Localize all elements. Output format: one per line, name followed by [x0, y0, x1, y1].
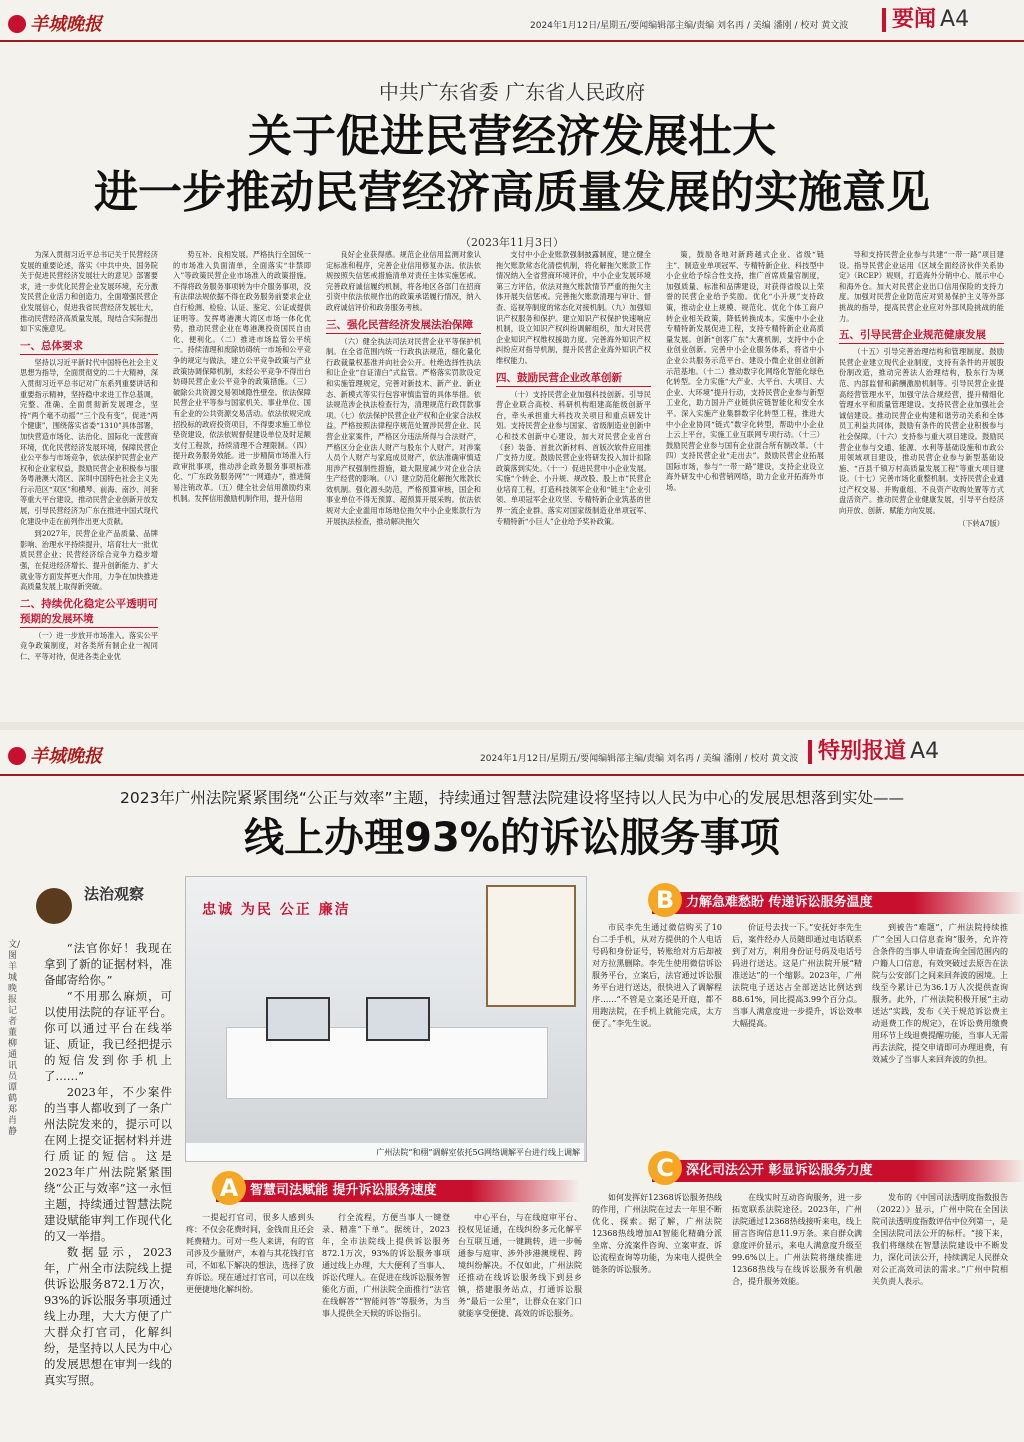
logo-mark-icon — [8, 747, 26, 765]
paragraph: 中心平台，与在线庭审平台、投权见证通，在线纠纷多元化解平台互联互通，一键跳转，进一步畅通参与庭审、涉外涉港澳规程、跨境纠纷解决。不仅如此，广州法院还推动在线诉讼服务线下到县乡镇，搭建服务站点，打通诉讼服务“最后一公里”，让群众在家门口就能享受便捷、高效的诉讼服务。 — [458, 1213, 582, 1318]
newspaper-logo-2 — [8, 742, 102, 768]
photo-wall-slogan: 忠诚 为民 公正 廉洁 — [202, 902, 351, 918]
c-column-3 — [872, 1192, 1008, 1427]
top-column-4 — [496, 250, 651, 710]
quote-paragraph: “法官你好！我现在拿到了新的证据材料，准备邮寄给你。” — [44, 941, 172, 987]
paragraph: 行全流程，方便当事人一键登录、精准“下单”。据统计，2023年，全市法院线上提供诉讼服务872.1万次，93%的诉讼服务事项通过线上办理，大大便利了当事人、诉讼代理人。在促进在线诉讼服务智能化方面，广州法院全面推行“法官在线解答”“智能问答”等服务，为当事人提供全天候的诉讼指引。 — [322, 1213, 450, 1318]
quote-paragraph: “不用那么麻烦，可以使用法院的存证平台。你可以通过平台在线举证、质证，我已经把提示的短信发到你手机上了……” — [44, 989, 172, 1083]
section-name: 要闻 — [892, 7, 937, 32]
paragraph: （十）支持民营企业加强科技创新。引导民营企业联合高校、科研机构组建高能级创新平台，牵头承担重大科技攻关项目和重点研发计划。支持民营企业参与国家、省级制造业创新中心和技术创新中心建设，加大对民营企业首台（套）装备、首批次新材料、首版次软件应用推广支持力度。鼓励民营企业将研发投入加计扣除政策落到实处。（十一）促进民营中小企业发展。实施“个转企、小升规、规改股、股上市”民营企业培育工程，打造科技领军企业和“链主”企业引领、单项冠军企业攻坚、专精特新企业筑基的世界一流企业群。落实对国家级制造业单项冠军、专精特新“小巨人”企业给予奖补政策。 — [496, 389, 651, 526]
section-heading-2: 二、持续优化稳定公平透明可预期的发展环境 — [20, 597, 158, 628]
paragraph: 到被告“难题”，广州法院持续推广“全国人口信息查询”服务，允许符合条件的当事人申请查询全国范围内的户籍人口信息，有效突破过去原告在法院与公安部门之间来回奔波的困境。上线至今累计已为36.1万人次提供查询服务。此外，广州法院积极开展“主动送达”实践，发布《关于规范诉讼费主动退费工作的规定》，在诉讼费用缴费用环节上线退费提醒功能，当事人无需再去法院，提交申请即可办理退费，有效减少了当事人来回奔波的负担。 — [872, 923, 1008, 1064]
paragraph: （十五）引导完善治理结构和管理制度。鼓励民营企业建立现代企业制度，支持有条件的开展股份制改造，推动完善法人治理结构，股东行为规范、内部监督和薪酬激励机制等。引导民营企业提高经营管理水平，加强守法合规经营，提升精细化管理水平和质量管理建设。支持民营企业加强社会诚信建设。推动民营企业构建和谐劳动关系和全体员工利益共同体，鼓励有条件的民营企业积极参与社会保障。（十六）支持参与重大项目建设。鼓励民营企业参与交通、能源、水利等基础设施和市政公用领域项目建设，推动民营企业参与新型基础设施、“百县千镇万村高质量发展工程”等重大项目建设。（十七）完善市场化重整机制。支持民营企业通过产权交易、并购重组、不良资产收购处置等方式盘活资产。推动民营企业健康发展，引导平台经济向开放、创新、赋能方向发展。 — [839, 347, 1004, 516]
photo-caption: 广州法院“和栩”调解室依托5G网络调解平台进行线上调解 — [376, 1148, 580, 1157]
document-date: （2023年11月3日） — [460, 236, 564, 249]
paragraph: 势互补、良相发展。严格执行全国统一的市场准入负面清单，全面落实“非禁即入”等政策民营企业市场准入的政策措施。不得将政务服务事项转为中介服务事项，没有法律法规依据不得在政务服务前要求企业自行检测、检验、认证、鉴定、公证或提供证明等。发挥粤港澳大湾区市场一体化优势，推动民营企业在粤港澳投资国民自由化、便利化。（二）推进市场监管公平统一。持续清理和废除妨碍统一市场和公平竞争的规定与做法，建立公平竞争政策与产业政策协调保障机制，未经公平竞争不得出台妨碍民营企业公平竞争的政策措施。（三）破除公共资源交易领域隐性壁垒。依法保障民营企业平等参与国家机关、事业单位、国有企业的公共资源交易活动。依法依规完成招投标的政府投资项目，不得要求施工单位垫资建设，依法依规督促建设单位及时足额支付工程款，持续清理不合理限制。（四）提升政务服务效能。进一步精简市场准入行政审批事项，推动涉企政务服务事项标准化、“广东政务服务网”“一网通办”，推进简易注销改革。（五）健全社会信用激励约束机制。发挥信用激励机制作用，提升信用 — [173, 250, 311, 503]
dateline: 2024年1月12日/星期五/要闻编辑部主编/责编 刘名再 / 美编 潘刚 / 校对 黄文波 — [530, 21, 849, 31]
masthead-top — [0, 0, 1024, 42]
top-column-2 — [173, 250, 311, 710]
letter-a-icon: A — [212, 1171, 246, 1205]
section-heading-1: 一、总体要求 — [20, 339, 158, 355]
lead-paragraph: 数据显示，2023年，广州全市法院线上提供诉讼服务872.1万次，93%的诉讼服务事项通过线上办理，大大方便了广大群众打官司，化解纠纷，是坚持以人民为中心的发展思想在审判一线的真实写照。 — [44, 1245, 172, 1387]
c-column-2 — [732, 1192, 862, 1427]
top-column-6 — [839, 250, 1004, 710]
top-column-1 — [20, 250, 158, 710]
banner-b-label: 力解急难愁盼 传递诉讼服务温度 — [686, 895, 873, 910]
dateline-2: 2024年1月12日/星期五/要闻编辑部主编/责编 刘名再 / 美编 潘刚 / 校对 黄文波 — [480, 754, 799, 764]
page-gap — [0, 722, 1024, 730]
headline-bottom: 线上办理93%的诉讼服务事项 — [244, 815, 780, 861]
paragraph: 市民李先生通过微信购买了10台二手手机，从对方提供的个人电话号码和身份证号，转账给对方后却被对方拉黑删除。李先生使用微信诉讼服务平台，立案后，法官通过诉讼服务平台进行送达，很快进入了调解程序……“不管是立案还是开庭，都不用跑法院，在手机上就能完成，太方便了。”李先生说。 — [592, 923, 722, 1028]
paragraph: 策，鼓励各地对新跨越式企业、省级“链主”、制造业单项冠军、专精特新企业、科技型中小企业给予综合性支持，推广首席质量官制度，加强质量、标准和品牌建设，对获得省级以上荣誉的民营企业给予奖励。优化“小升规”支持政策，推动企业上规模、规范化、优化个体工商户转企业相关政策，降低转换成本。实施中小企业专精特新发展促进工程，支持专精特新企业高质量发展。创新“创客广东”大赛机制，支持中小企业创业创新。完善中小企业服务体系，将省中小企业公共服务示范平台、建设小微企业创业创新示范基地。（十二）推动数字化网络化智能化绿色化转型。全力实施“大产业、大平台、大项目、大企业、大环境”提升行动，支持民营企业参与新型工业化，助力国升产业链供应链智能化和安全水平。深入实施产业集群数字化转型工程，推进大中小企业协同“链式”数字化转型，帮助中小企业上云上平台，实施工业互联网专项行动。（十三）鼓励民营企业参与国有企业混合所有制改革。（十四）支持民营企业“走出去”。鼓励民营企业拓展国际市场，参与“一带一路”建设，支持企业设立海外研发中心和营销网络，助力企业开拓海外市场。 — [666, 250, 824, 493]
section-heading-5: 五、引导民营企业规范健康发展 — [839, 328, 1004, 344]
headline-line-1: 关于促进民营经济发展壮大 — [248, 111, 776, 162]
intro-paragraph: 为深入贯彻习近平总书记关于民营经济发展的重要论述，落实《中共中央、国务院关于促进民营经济发展壮大的意见》部署要求，进一步优化民营企业发展环境，充分激发民营企业活力和创造力，全面增强民营企业发展信心，促进我省民营经济发展壮大，推动民营经济高质量发展，现结合实际提出如下实施意见。 — [20, 250, 158, 334]
c-column-1 — [592, 1192, 722, 1427]
b-column-3 — [872, 922, 1008, 1147]
gavel-icon — [36, 888, 72, 924]
news-photo — [185, 876, 587, 1162]
paragraph: 坚持以习近平新时代中国特色社会主义思想为指导，全面贯彻党的二十大精神，深入贯彻习近平总书记对广东系列重要讲话和重要指示精神，坚持稳中求进工作总基调，完整、准确、全面贯彻新发展理念，坚持“两个毫不动摇”“三个没有变”，促进“两个健康”，围绕落实省委“1310”具体部署，加快营造市场化、法治化、国际化一流营商环境，优化民营经济发展环境，保障民营企业公平参与市场竞争，依法保护民营企业产权和企业家权益，鼓励民营企业积极参与服务粤港澳大湾区、深圳中国特色社会主义先行示范区“双区”和横琴、前海、南沙、河套等重大平台建设，推动民营企业创新开放发展，引导民营经济为广东在推进中国式现代化建设中走在前列作出更大贡献。 — [20, 357, 158, 526]
column-badge — [28, 880, 148, 932]
paragraph: 支付中小企业账款强制披露制度，建立健全拖欠账款常态化清偿机制，将化解拖欠账款工作情况纳入全省营商环境评价，中小企业发展环境第三方评估，依法对拖欠账款情节严重的拖欠主体开展失信惩戒。完善拖欠账款清理与审计、督查、巡视等制度的常态化对接机制。（九）加强知识产权服务和保护。建立知识产权保护快速响应机制，设立知识产权纠纷调解组织，加大对民营企业知识产权维权援助力度。完善海外知识产权纠纷应对指导机制，提升民营企业海外知识产权维权能力。 — [496, 250, 651, 365]
top-column-5 — [666, 250, 824, 710]
column-badge-label: 法治观察 — [84, 885, 145, 903]
kicker-bottom: 2023年广州法院紧紧围绕“公正与效率”主题，持续通过智慧法院建设将坚持以人民为中心的发展思想落到实处—— — [119, 789, 904, 807]
paragraph: 价证号去找一下。”安抚好李先生后，案件经办人员随即通过电话联系到了对方，利用身份证号码及电话号码进行送达。这是广州法院开展“精准送达”的一个缩影。2023年，广州法院电子送达占全部送达比例达到88.61%，同比提高3.99个百分点。当事人满意度进一步提升，诉讼效率大幅提高。 — [732, 923, 862, 1028]
banner-a — [216, 1174, 580, 1202]
lead-column — [44, 940, 172, 1410]
logo-mark-icon — [8, 15, 26, 33]
monitor-right — [366, 997, 430, 1041]
paragraph: （一）进一步放开市场准入。落实公平竞争政策制度，对各类所有制企业一视同仁、平等对待，促进各类企业优 — [20, 630, 158, 661]
banner-a-label: 智慧司法赋能 提升诉讼服务速度 — [250, 1183, 437, 1198]
section-tag-2 — [808, 740, 939, 764]
calligraphy-frame — [486, 885, 576, 1007]
banner-c-label: 深化司法公开 彰显诉讼服务力度 — [686, 1163, 873, 1178]
paragraph: 导和支持民营企业参与共建“一带一路”项目建设。指导民营企业运用《区域全面经济伙伴关系协定》（RCEP）规则，打造海外分销中心、展示中心和海外仓。加大对民营企业出口信用保险的支持力度。加强对民营企业防范应对贸易保护主义等外部挑战的指导，提高民营企业应对外部风险挑战的能力。 — [839, 250, 1004, 323]
letter-c-icon: C — [648, 1151, 682, 1185]
b-column-1 — [592, 922, 722, 1147]
paragraph: 在线实时互动咨询服务，进一步拓宽联系法院途径。2023年，广州法院通过12368热线接听来电，线上留言咨询信息11.9万条。来自群众满意度评价显示，来电人满意度升级至99.6%以上。广州法院将继续推进12368热线与在线诉讼服务有机融合，提升服务效能。 — [732, 1193, 862, 1286]
byline-credit: 文/图 羊城晚报记者 董柳 通讯员 谭鹤 郑肖静 — [8, 940, 21, 1137]
top-column-3 — [326, 250, 481, 710]
masthead-bottom — [0, 734, 1024, 776]
paragraph: 到2027年，民营企业产品质量、品牌影响、治理水平持续提升，培育壮大一批优质民营企业；民营经济综合竞争力稳步增强，在促进经济增长、提升创新能力、扩大就业等方面发挥更大作用，力争在加快推进高质量发展上取得新突破。 — [20, 529, 158, 592]
kicker-top: 中共广东省委 广东省人民政府 — [378, 80, 646, 104]
a-column-3 — [458, 1212, 582, 1427]
section-heading-3: 三、强化民营经济发展法治保障 — [326, 318, 481, 334]
page-number: A4 — [910, 739, 940, 764]
paragraph: 发布的《中国司法透明度指数报告（2022）》显示，广州中院在全国法院司法透明度指数评估中位列第一，是全国法院司法公开的标杆。“接下来，我们将继续在智慧法院建设中不断发力，深化司法公开，持续满足人民群众对公正高效司法的需求。”广州中院相关负责人表示。 — [872, 1193, 1008, 1286]
paragraph: 一提起打官司，很多人感到头疼：不仅会花费时间，金钱而且还会耗费精力。可对一些人来讲，有的官司涉及少量财产，本着与其花钱打官司，不如私下解决的想法，选择了放弃诉讼。现在通过打官司，可以在线更便捷地化解纠纷。 — [186, 1213, 314, 1294]
letter-b-icon: B — [648, 883, 682, 917]
logo-text: 羊城晚报 — [30, 746, 102, 767]
paragraph: （六）健全执法司法对民营企业平等保护机制。在全省范围内统一行政执法规范，细化量化行政裁量权基准并向社会公开。杜绝选择性执法和让企业“自证清白”式监管。严格落实罚款设定和实施管理规定，完善对新技术、新产业、新业态、新模式等实行包容审慎监管的具体举措。依法规范涉企执法检查行为，清理规范行政罚款事项。（七）依法保护民营企业产权和企业家合法权益。严格按照法律程序规范处置涉民营企业、民营企业家案件，严格区分违法所得与合法财产，严格区分企业法人财产与股东个人财产。对涉案人员个人财产与家庭成员财产，依法准确审慎适用涉产权强制性措施，最大限度减少对企业合法生产经营的影响。（八）建立防范化解拖欠账款长效机制。强化源头防范，严格预算审核，国企和事业单位不得无预算、超预算开展采购。依法依规对大企业滥用市场地位拖欠中小企业账款行为开展执法检查，推动解决拖欠 — [326, 336, 481, 526]
monitor-left — [266, 997, 330, 1041]
paragraph: 良好企业获得感。规范企业信用监测对象认定标准和程序，完善企业信用修复办法。依法依规按照失信惩戒措施清单对责任主体实施惩戒。完善政府诚信履约机制，将各地区各部门在招商引资中依法依规作出的政策承诺履行情况，纳入政府诚信评价和政务服务考核。 — [326, 250, 481, 312]
a-column-2 — [322, 1212, 450, 1427]
logo-text: 羊城晚报 — [30, 14, 102, 35]
page-number: A4 — [940, 7, 970, 32]
section-heading-4: 四、鼓励民营企业改革创新 — [496, 371, 651, 387]
lead-paragraph: 2023年，不少案件的当事人都收到了一条广州法院发来的，提示可以在网上提交证据材料并进行质证的短信。这是2023年广州法院紧紧围绕“公正与效率”这一永恒主题，持续通过智慧法院建设赋能审判工作现代化的又一举措。 — [44, 1085, 172, 1243]
a-column-1 — [186, 1212, 314, 1427]
paragraph: 如何发挥好12368诉讼服务热线的作用，广州法院在过去一年里不断优化、探索。据了解，广州法院12368热线增加AI智能化精确分派坐席、分流案件咨询、立案审查、诉讼流程查询等功能，为来电人提供全链条的诉讼服务。 — [592, 1193, 722, 1274]
b-column-2 — [732, 922, 862, 1147]
section-tag — [882, 8, 969, 32]
newspaper-logo — [8, 10, 102, 36]
banner-b — [652, 886, 1024, 914]
headline-line-2: 进一步推动民营经济高质量发展的实施意见 — [94, 167, 930, 218]
section-name: 特别报道 — [818, 739, 907, 764]
continued-note: （下转A7版） — [958, 518, 1004, 528]
banner-c — [652, 1154, 1024, 1182]
